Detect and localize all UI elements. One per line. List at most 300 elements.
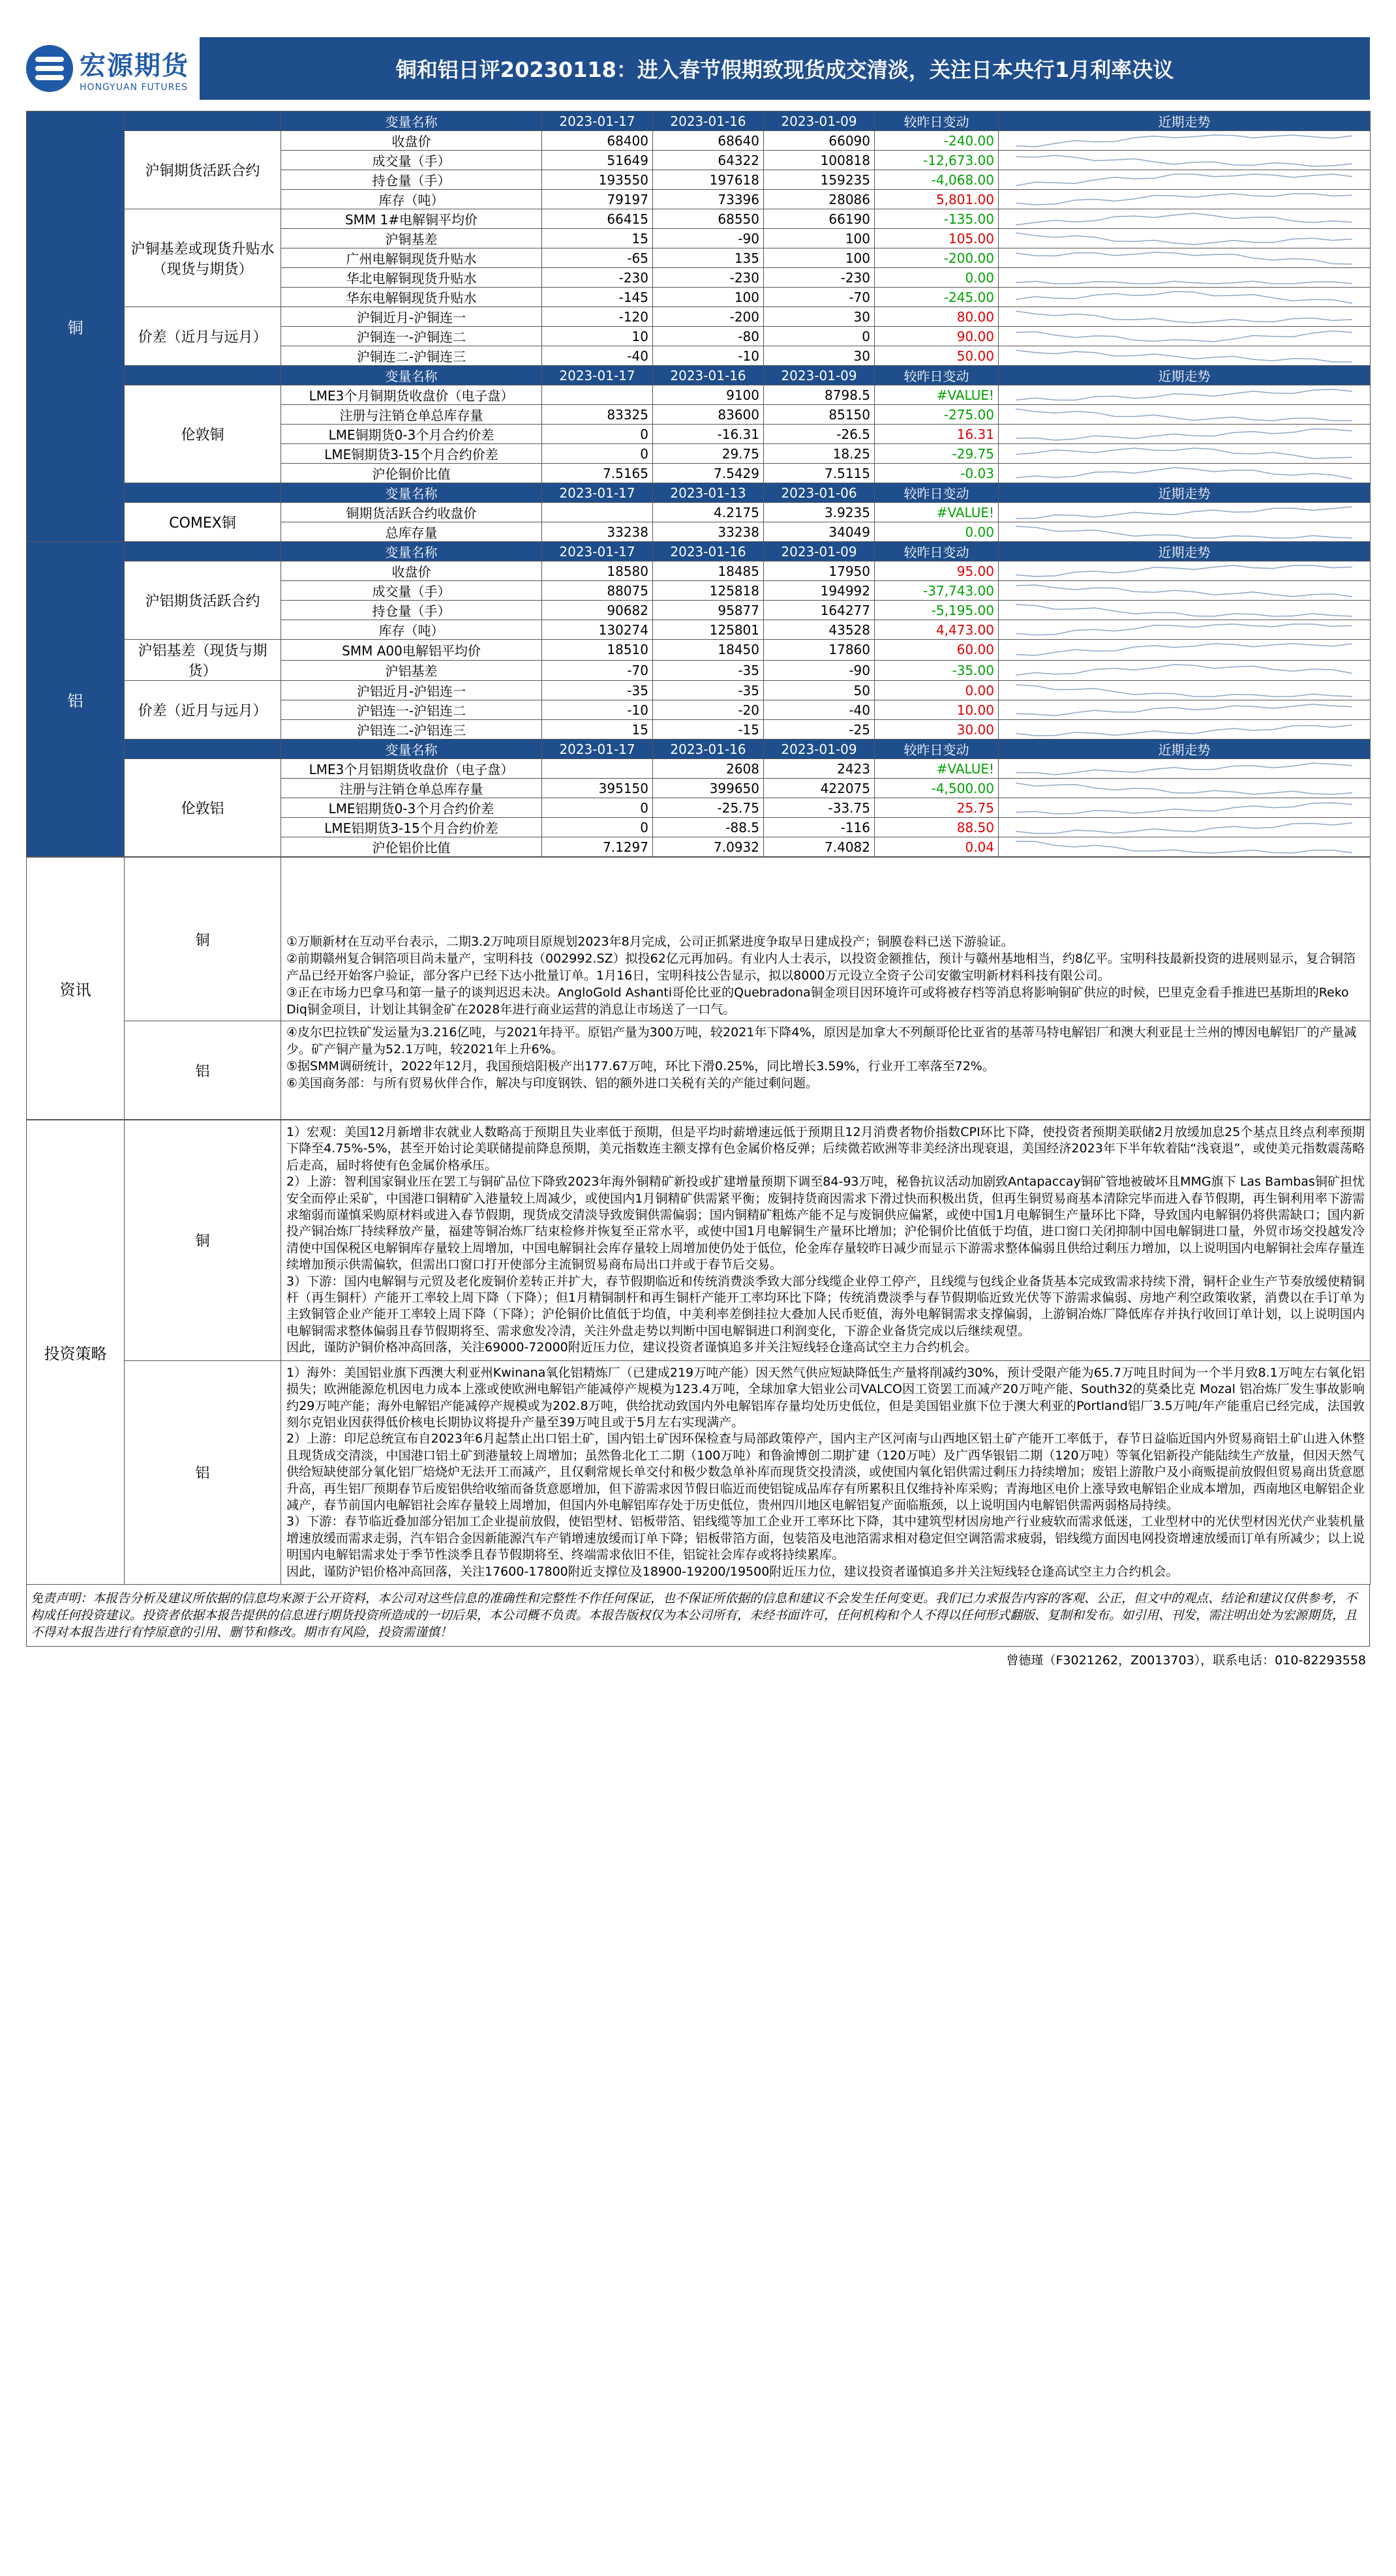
trend-cell	[999, 170, 1371, 190]
sparkline	[1003, 683, 1365, 698]
sparkline-series	[1016, 213, 1352, 225]
value-date-3: 159235	[764, 170, 875, 190]
sparkline	[1003, 232, 1365, 246]
change-value: 95.00	[875, 562, 999, 581]
header-variable-name: 变量名称	[281, 483, 542, 503]
logo-name-cn: 宏源期货	[80, 50, 189, 81]
value-date-1: -10	[542, 700, 653, 720]
value-date-1: -65	[542, 248, 653, 268]
header-col-2: 2023-01-16	[653, 542, 764, 562]
paragraph: 3）下游：春节临近叠加部分铝加工企业提前放假，使铝型材、铝板带箔、铝线缆等加工企业开工率环比下降，其中建筑型材因房地产行业疲软而需求低迷，工业型材中的光伏型材因光伏产业装机量增速放缓而需求走弱，汽车铝合金因新能源汽车产销增速放缓而订单下降；铝板带箔方面，包装箔及电池箔需求相对稳定但空调箔需求疲弱，铝线缆方面因电网投资增速放缓而订单有所减少；以上说明国内电解铝需求处于季节性淡季且春节假期将至、终端需求依旧不佳，铝锭社会库存或将持续累库。	[286, 1514, 1365, 1563]
value-date-1: 0	[542, 444, 653, 464]
change-value: #VALUE!	[875, 385, 999, 405]
value-date-3: -26.5	[764, 425, 875, 444]
value-date-1: 15	[542, 229, 653, 248]
news-label: 资讯	[27, 858, 125, 1120]
change-value: -200.00	[875, 248, 999, 268]
value-date-3: 28086	[764, 190, 875, 209]
header-col-2: 2023-01-13	[653, 483, 764, 503]
sparkline-series	[1016, 624, 1352, 635]
variable-name: 华东电解铜现货升贴水	[281, 288, 542, 307]
sparkline-series	[1016, 526, 1352, 538]
value-date-3: 17950	[764, 562, 875, 581]
strategy-aluminum-text	[281, 1360, 1371, 1584]
value-date-2: 9100	[653, 385, 764, 405]
value-date-1	[542, 503, 653, 522]
table-row	[27, 681, 1371, 700]
value-date-1: 51649	[542, 151, 653, 170]
value-date-1: 7.5165	[542, 464, 653, 483]
sparkline-series	[1016, 783, 1352, 794]
sparkline-series	[1016, 292, 1352, 303]
paragraph: 1）海外：美国铝业旗下西澳大利亚州Kwinana氧化铝精炼厂（已建成219万吨产能）因天然气供应短缺降低生产量将削减约30%，预计受限产能为65.7万吨且时间为一个半月致8.1万吨左右氧化铝损失；欧洲能源危机因电力成本上涨或使欧洲电解铝产能减停产规模为123.4万吨，全球加拿大铝业公司VALCO因工资罢工而减产20万吨产能、South32的莫桑比克 Mozal 铝冶炼厂发生事故影响约29万吨产能；海外电解铝产能减停产规模或为202.8万吨，供给扰动致国内外电解铝库存量均处历史低位，但是美国铝业旗下位于澳大利亚的Portland铝厂3.5万吨/年产能重启已经完成，法国敦刻尔克铝业因获得低价核电长期协议将提升产量至39万吨且或于5月左右实现满产。	[286, 1365, 1365, 1430]
sparkline	[1003, 564, 1365, 578]
change-value: #VALUE!	[875, 759, 999, 779]
sparkline-series	[1016, 565, 1352, 577]
variable-name: 注册与注销仓单总库存量	[281, 405, 542, 425]
change-value: 0.00	[875, 522, 999, 542]
value-date-2: 7.0932	[653, 837, 764, 857]
value-date-3: 100	[764, 229, 875, 248]
change-value: 50.00	[875, 346, 999, 366]
value-date-2: -35	[653, 660, 764, 681]
value-date-3: 100818	[764, 151, 875, 170]
news-aluminum-text	[281, 1021, 1371, 1120]
trend-cell	[999, 151, 1371, 170]
block2-header-blank	[125, 740, 281, 759]
value-date-2: 64322	[653, 151, 764, 170]
value-date-3: -40	[764, 700, 875, 720]
table-row	[27, 209, 1371, 229]
change-value: -135.00	[875, 209, 999, 229]
company-logo	[26, 33, 196, 104]
value-date-1: -35	[542, 681, 653, 700]
header-col-1: 2023-01-17	[542, 483, 653, 503]
header-col-1: 2023-01-17	[542, 112, 653, 131]
value-date-2: 33238	[653, 522, 764, 542]
change-value: -245.00	[875, 288, 999, 307]
block2-group-label: 伦敦铜	[125, 385, 281, 483]
trend-cell	[999, 209, 1371, 229]
strategy-copper-text	[281, 1120, 1371, 1361]
sparkline	[1003, 388, 1365, 402]
value-date-2: 125801	[653, 620, 764, 640]
sparkline-series	[1016, 135, 1352, 147]
sparkline-series	[1016, 409, 1352, 421]
change-value: -275.00	[875, 405, 999, 425]
block2-group-label: 伦敦铝	[125, 759, 281, 857]
table-row	[27, 759, 1371, 779]
variable-name: SMM 1#电解铜平均价	[281, 209, 542, 229]
trend-cell	[999, 620, 1371, 640]
paragraph: ③正在市场力巴拿马和第一量子的谈判迟迟未决。AngloGold Ashanti哥伦比亚的Quebradona铜金项目因环境许可或将被存档等消息将影响铜矿供应的时候，巴里克金看手推进巴基斯坦的Reko Diq铜金项目，计划让其铜金矿在2028年进行商业运营的消息让市场送了一口气。	[286, 985, 1349, 1017]
sparkline	[1003, 329, 1365, 344]
value-date-3: -230	[764, 268, 875, 288]
value-date-2: 18450	[653, 640, 764, 661]
trend-cell	[999, 464, 1371, 483]
strategy-label: 投资策略	[27, 1120, 125, 1585]
value-date-2: -90	[653, 229, 764, 248]
value-date-3: 3.9235	[764, 503, 875, 522]
change-value: 80.00	[875, 307, 999, 327]
sparkline-series	[1016, 448, 1352, 458]
change-value: -29.75	[875, 444, 999, 464]
change-value: -5,195.00	[875, 601, 999, 620]
sparkline-series	[1016, 507, 1352, 518]
change-value: 60.00	[875, 640, 999, 661]
change-value: -37,743.00	[875, 581, 999, 601]
sparkline-series	[1016, 841, 1352, 853]
analyst-contact: 曾德瑾（F3021262，Z0013703），联系电话：010-82293558	[1006, 1653, 1366, 1668]
value-date-2: 7.5429	[653, 464, 764, 483]
value-date-1: 395150	[542, 779, 653, 798]
value-date-3: 17860	[764, 640, 875, 661]
value-date-1: 0	[542, 818, 653, 837]
value-date-2: -15	[653, 720, 764, 740]
sparkline-series	[1016, 665, 1352, 675]
aluminum-section-label: 铝	[27, 542, 125, 857]
sparkline-series	[1016, 468, 1352, 479]
trend-cell	[999, 837, 1371, 857]
change-value: 30.00	[875, 720, 999, 740]
paragraph: 1）宏观：美国12月新增非农就业人数略高于预期且失业率低于预期，但是平均时薪增速远低于预期且12月消费者物价指数CPI环比下降，使投资者预期美联储2月放缓加息25个基点且终点利率预期下降至4.75%-5%，甚至开始讨论美联储提前降息预期，美元指数连主额支撑有色金属价格反弹；后续微若欧洲等非美经济出现衰退，美国经济2023年下半年软着陆“浅衰退”，或使美元指数震荡略后走高，届时将使有色金属价格承压。	[286, 1125, 1365, 1173]
sparkline	[1003, 447, 1365, 461]
value-date-2: 68640	[653, 131, 764, 151]
variable-name: 库存（吨）	[281, 190, 542, 209]
value-date-2: 68550	[653, 209, 764, 229]
strategy-table	[26, 1120, 1371, 1585]
sparkline-series	[1016, 281, 1352, 284]
trend-cell	[999, 131, 1371, 151]
value-date-2: 4.2175	[653, 503, 764, 522]
variable-name: 广州电解铜现货升贴水	[281, 248, 542, 268]
trend-cell	[999, 700, 1371, 720]
sparkline	[1003, 271, 1365, 285]
header-variable-name: 变量名称	[281, 542, 542, 562]
header-col-5: 近期走势	[999, 366, 1371, 385]
change-value: #VALUE!	[875, 503, 999, 522]
variable-name: 华北电解铜现货升贴水	[281, 268, 542, 288]
sparkline	[1003, 173, 1365, 187]
sparkline-series	[1016, 585, 1352, 597]
header-col-5: 近期走势	[999, 483, 1371, 503]
sparkline	[1003, 801, 1365, 815]
variable-name: 沪铝近月-沪铝连一	[281, 681, 542, 700]
change-value: -4,500.00	[875, 779, 999, 798]
paragraph: ②前期赣州复合铜箔项目尚未量产，宝明科技（002992.SZ）拟投62亿元再加码。有业内人士表示，以投资金额推估，预计与赣州基地相当，约8亿平。宝明科技最新投资的进展则显示，复合铜箔产品已经开始客户验证，部分客户已经下达小批量订单。1月16日，宝明科技公告显示，拟以8000万元设立全资子公司安徽宝明新材料科技有限公司。	[286, 951, 1356, 983]
change-value: 90.00	[875, 327, 999, 346]
trend-cell	[999, 562, 1371, 581]
header-col-3: 2023-01-09	[764, 740, 875, 759]
group-label: 价差（近月与远月）	[125, 681, 281, 740]
value-date-1: -230	[542, 268, 653, 288]
value-date-3: -90	[764, 660, 875, 681]
block3-group-label: COMEX铜	[125, 503, 281, 542]
value-date-1: 10	[542, 327, 653, 346]
sparkline	[1003, 134, 1365, 148]
variable-name: 沪铝基差	[281, 660, 542, 681]
sparkline	[1003, 290, 1365, 305]
value-date-3: 422075	[764, 779, 875, 798]
value-date-1: -40	[542, 346, 653, 366]
value-date-2: -16.31	[653, 425, 764, 444]
sparkline	[1003, 408, 1365, 422]
value-date-1: 66415	[542, 209, 653, 229]
value-date-3: 66190	[764, 209, 875, 229]
value-date-2: 197618	[653, 170, 764, 190]
value-date-1: 83325	[542, 405, 653, 425]
table-row	[27, 503, 1371, 522]
value-date-2: 73396	[653, 190, 764, 209]
value-date-2: -25.75	[653, 798, 764, 818]
value-date-1: 0	[542, 798, 653, 818]
value-date-2: 125818	[653, 581, 764, 601]
value-date-2: -35	[653, 681, 764, 700]
value-date-2: -10	[653, 346, 764, 366]
trend-cell	[999, 660, 1371, 681]
trend-cell	[999, 346, 1371, 366]
value-date-3: 100	[764, 248, 875, 268]
change-value: 5,801.00	[875, 190, 999, 209]
sparkline-series	[1016, 803, 1352, 814]
sparkline	[1003, 603, 1365, 618]
change-value: -240.00	[875, 131, 999, 151]
sparkline	[1003, 153, 1365, 168]
sparkline-series	[1016, 155, 1352, 166]
paragraph: ①万顺新材在互动平台表示，二期3.2万吨项目原规划2023年8月完成，公司正抓紧进度争取早日建成投产；铜膜卷料已送下游验证。	[286, 935, 1014, 949]
value-date-3: 66090	[764, 131, 875, 151]
change-value: 0.04	[875, 837, 999, 857]
sparkline	[1003, 584, 1365, 598]
value-date-2: 83600	[653, 405, 764, 425]
change-value: -0.03	[875, 464, 999, 483]
sparkline	[1003, 349, 1365, 363]
group-label: 沪铝基差（现货与期货）	[125, 640, 281, 681]
value-date-2: 399650	[653, 779, 764, 798]
change-value: 25.75	[875, 798, 999, 818]
value-date-2: 100	[653, 288, 764, 307]
value-date-1: -120	[542, 307, 653, 327]
value-date-2: -230	[653, 268, 764, 288]
value-date-1: 0	[542, 425, 653, 444]
variable-name: LME3个月铜期货收盘价（电子盘）	[281, 385, 542, 405]
value-date-3: 43528	[764, 620, 875, 640]
trend-cell	[999, 229, 1371, 248]
sparkline-series	[1016, 704, 1352, 715]
paragraph: ⑤据SMM调研统计，2022年12月，我国预焙阳极产出177.67万吨，环比下滑0.25%，同比增长3.59%，行业开工率落至72%。	[286, 1059, 995, 1073]
trend-cell	[999, 798, 1371, 818]
value-date-3: 34049	[764, 522, 875, 542]
sparkline-series	[1016, 763, 1352, 775]
group-label: 沪铜基差或现货升贴水（现货与期货）	[125, 209, 281, 307]
value-date-3: 30	[764, 346, 875, 366]
header-variable-name: 变量名称	[281, 112, 542, 131]
value-date-3: -116	[764, 818, 875, 837]
value-date-2: -88.5	[653, 818, 764, 837]
change-value: -12,673.00	[875, 151, 999, 170]
news-table	[26, 857, 1371, 1120]
value-date-2: 95877	[653, 601, 764, 620]
sparkline	[1003, 663, 1365, 678]
group-label: 价差（近月与远月）	[125, 307, 281, 366]
report-header	[26, 26, 1370, 111]
value-date-3: 164277	[764, 601, 875, 620]
value-date-2: 135	[653, 248, 764, 268]
change-value: 105.00	[875, 229, 999, 248]
sparkline	[1003, 840, 1365, 854]
header-col-4: 较昨日变动	[875, 740, 999, 759]
sparkline-series	[1016, 644, 1352, 655]
sparkline	[1003, 762, 1365, 776]
variable-name: 收盘价	[281, 131, 542, 151]
sparkline	[1003, 466, 1365, 481]
value-date-2: -200	[653, 307, 764, 327]
copper-section-label: 铜	[27, 112, 125, 542]
group-label: 沪铝期货活跃合约	[125, 562, 281, 640]
sparkline-series	[1016, 685, 1352, 696]
sparkline	[1003, 525, 1365, 539]
trend-cell	[999, 327, 1371, 346]
trend-cell	[999, 779, 1371, 798]
header-col-2: 2023-01-16	[653, 740, 764, 759]
table-header-row	[27, 112, 1371, 131]
variable-name: 总库存量	[281, 522, 542, 542]
value-date-1: 79197	[542, 190, 653, 209]
sparkline	[1003, 192, 1365, 207]
value-date-3: -25	[764, 720, 875, 740]
value-date-3: 7.4082	[764, 837, 875, 857]
variable-name: 沪铝连二-沪铝连三	[281, 720, 542, 740]
table-row	[27, 640, 1371, 661]
variable-name: LME3个月铝期货收盘价（电子盘）	[281, 759, 542, 779]
variable-name: 收盘价	[281, 562, 542, 581]
value-date-1	[542, 385, 653, 405]
sparkline	[1003, 642, 1365, 657]
logo-icon	[26, 45, 73, 92]
header-col-2: 2023-01-16	[653, 112, 764, 131]
report-page	[26, 26, 1370, 1672]
sparkline	[1003, 505, 1365, 520]
value-date-3: 8798.5	[764, 385, 875, 405]
header-col-3: 2023-01-06	[764, 483, 875, 503]
value-date-1: 15	[542, 720, 653, 740]
header-col-2: 2023-01-16	[653, 366, 764, 385]
header-col-5: 近期走势	[999, 740, 1371, 759]
trend-cell	[999, 385, 1371, 405]
sparkline-series	[1016, 233, 1352, 245]
value-date-1: -145	[542, 288, 653, 307]
sparkline-series	[1016, 252, 1352, 264]
table-header-row	[27, 483, 1371, 503]
value-date-1	[542, 759, 653, 779]
table-row	[27, 562, 1371, 581]
trend-cell	[999, 307, 1371, 327]
block2-header-blank	[125, 366, 281, 385]
paragraph: 2）上游：印尼总统宣布自2023年6月起禁止出口铝土矿，国内铝土矿因环保检查与局部政策停产，国内主产区河南与山西地区铝土矿产能开工率低于，春节日益临近国内外贸易商铝土矿山进入休整且现货成交清淡，中国港口铝土矿到港量较上周增加；虽然鲁北化工二期（100万吨）和鲁渝博创二期扩建（120万吨）及广西华银铝二期（120万吨）等氧化铝新投产能陆续生产放量，但因天然气供给短缺使部分氧化铝厂焙烧炉无法开工而减产，且仅剩常规长单交付和极少数急单补库而现货交投清淡，或使国内氧化铝供需过剩压力持续增加；废铝上游散户及小商贩提前放假但贸易商出货意愿升高，再生铝厂预期春节后废铝供给收缩而备货意愿增加，但下游需求因节假日临近而使铝锭成品库存有所累积且仅维持补库采购；青海地区电价上涨导致电解铝企业成本增加，西南地区电解铝企业减产，春节前国内电解铝社会库存量较上周增加，但国内外电解铝库存处于历史低位，贵州四川地区电解铝复产面临瓶颈，以上说明国内电解铝供需两弱格局持续。	[286, 1431, 1365, 1512]
variable-name: 沪伦铜价比值	[281, 464, 542, 483]
variable-name: LME铝期货3-15个月合约价差	[281, 818, 542, 837]
disclaimer: 免责声明：本报告分析及建议所依据的信息均来源于公开资料，本公司对这些信息的准确性和完整性不作任何保证，也不保证所依据的信息和建议不会发生任何变更。我们已力求报告内容的客观、公正，但文中的观点、结论和建议仅供参考，不构成任何投资建议。投资者依据本报告提供的信息进行期货投资所造成的一切后果，本公司概不负责。本报告版权仅为本公司所有，未经书面许可，任何机构和个人不得以任何形式翻版、复制和发布。如引用、刊发，需注明出处为宏源期货，且不得对本报告进行有悖原意的引用、删节和修改。期市有风险，投资需谨慎！	[26, 1585, 1370, 1647]
table-row	[27, 385, 1371, 405]
change-value: 0.00	[875, 681, 999, 700]
variable-name: 注册与注销仓单总库存量	[281, 779, 542, 798]
variable-name: 持仓量（手）	[281, 601, 542, 620]
report-title: 铜和铝日评20230118：进入春节假期致现货成交清淡，关注日本央行1月利率决议	[200, 37, 1370, 100]
header-blank	[125, 112, 281, 131]
sparkline	[1003, 723, 1365, 737]
sparkline-series	[1016, 331, 1352, 342]
paragraph: ④皮尔巴拉铁矿发运量为3.216亿吨，与2021年持平。原铝产量为300万吨，较2021年下降4%，原因是加拿大不列颠哥伦比亚省的基蒂马特电解铝厂和澳大利亚昆士兰州的博因电解铝厂的产量减少。矿产铜产量为52.1万吨，较2021年上升6%。	[286, 1025, 1357, 1056]
trend-cell	[999, 248, 1371, 268]
table-header-row	[27, 542, 1371, 562]
value-date-1: 18510	[542, 640, 653, 661]
header-col-4: 较昨日变动	[875, 542, 999, 562]
news-copper-label: 铜	[125, 858, 281, 1021]
header-col-3: 2023-01-09	[764, 112, 875, 131]
news-aluminum-label: 铝	[125, 1021, 281, 1120]
paragraph: 3）下游：国内电解铜与元贸及老化废铜价差转正并扩大，春节假期临近和传统消费淡季致大部分线缆企业停工停产，且线缆与包线企业备货基本完成致需求持续下滑，铜杆企业生产节奏放缓使精铜杆（再生铜杆）产能开工率较上周下降（下降）；但1月精铜制杆和再生铜杆产能开工率均环比下降；传统消费淡季与春节假期临近致光伏等下游需求偏弱、房地产利空政策收紧，消费以在手订单为主致铜管企业产能开工率较上周下降（下降）；沪伦铜价比值低于均值，中美利率差倒挂拉大叠加人民币贬值，海外电解铜需求支撑偏弱，上游铜冶炼厂降低库存并执行收回订单计划，以上说明国内电解铜需求整体偏弱且春节假期将至、需求愈发冷清，关注外盘走势以判断中国电解铜进口利润变化，下游企业备货完成以后继续观望。	[286, 1274, 1365, 1338]
news-copper-text	[281, 858, 1371, 1021]
trend-cell	[999, 288, 1371, 307]
variable-name: 沪伦铝价比值	[281, 837, 542, 857]
header-col-5: 近期走势	[999, 542, 1371, 562]
change-value: 0.00	[875, 268, 999, 288]
header-col-4: 较昨日变动	[875, 366, 999, 385]
value-date-3: -33.75	[764, 798, 875, 818]
table-header-row	[27, 740, 1371, 759]
value-date-1: 90682	[542, 601, 653, 620]
paragraph: 2）上游：智利国家铜业压在罢工与铜矿品位下降致2023年海外铜精矿新投或扩建增量预期下调至84-93万吨，秘鲁抗议活动加剧致Antapaccay铜矿管地被破坏且MMG旗下 Las Bambas铜矿担忧安全而停止采矿，中国港口铜精矿入港量较上周减少，或使国内1月铜精矿供需紧平衡；废铜持货商因需求下滑过快而积极出货，但再生铜贸易商基本清除完毕而进入春节假期，再生铜利用率下游需求缩弱而谨慎采购原材料或进入春节假期，现货成交清淡导致废铜供需偏弱；国内铜精矿粗炼产能不足与废铜供应偏紧，或使中国1月电解铜生产量环比下降，导致国内电解铜仍将供需缺口；国内新投产铜冶炼厂持续释放产量，福建等铜冶炼厂结束检修并恢复至正常水平，或使中国1月电解铜生产量环比增加；沪伦铜价比值低于均值，进口窗口关闭抑制中国电解铜进口量，外贸市场交投越发冷清使中国保税区电解铜库存量较上周增加，中国电解铜社会库存量较上周增加使仍处于低位，伦金库存量较昨日减少而显示下游需求整体偏弱且供给过剩压力增加，以上说明国内电解铜社会库存量连续增加预示供需偏软，但需出口窗口打开使部分主流铜贸易商布局出口并或于春节后交易。	[286, 1175, 1365, 1272]
paragraph: ⑥美国商务部：与所有贸易伙伴合作，解决与印度钢铁、铝的额外进口关税有关的产能过剩问题。	[286, 1076, 819, 1090]
sparkline-series	[1016, 428, 1352, 440]
trend-cell	[999, 681, 1371, 700]
variable-name: 库存（吨）	[281, 620, 542, 640]
header-col-5: 近期走势	[999, 112, 1371, 131]
logo-name-en: HONGYUAN FUTURES	[80, 82, 189, 93]
block3-header-blank	[125, 483, 281, 503]
trend-cell	[999, 720, 1371, 740]
sparkline	[1003, 251, 1365, 265]
sparkline-series	[1016, 174, 1352, 186]
header-col-1: 2023-01-17	[542, 740, 653, 759]
header-col-1: 2023-01-17	[542, 366, 653, 385]
change-value: 16.31	[875, 425, 999, 444]
value-date-1: 7.1297	[542, 837, 653, 857]
value-date-3: 2423	[764, 759, 875, 779]
sparkline	[1003, 310, 1365, 324]
sparkline-series	[1016, 725, 1352, 735]
header-blank	[125, 542, 281, 562]
value-date-2: 2608	[653, 759, 764, 779]
variable-name: 沪铜基差	[281, 229, 542, 248]
change-value: 88.50	[875, 818, 999, 837]
value-date-3: 194992	[764, 581, 875, 601]
header-col-4: 较昨日变动	[875, 483, 999, 503]
value-date-1: 130274	[542, 620, 653, 640]
trend-cell	[999, 581, 1371, 601]
sparkline	[1003, 820, 1365, 835]
paragraph: 因此，谨防沪铜价格冲高回落，关注69000-72000附近压力位，建议投资者谨慎追多并关注短线轻仓逢高试空主力合约机会。	[286, 1340, 977, 1355]
variable-name: 沪铜近月-沪铜连一	[281, 307, 542, 327]
data-table	[26, 111, 1371, 857]
sparkline-series	[1016, 194, 1352, 205]
value-date-3: 30	[764, 307, 875, 327]
header-variable-name: 变量名称	[281, 740, 542, 759]
sparkline-series	[1016, 311, 1352, 323]
variable-name: 持仓量（手）	[281, 170, 542, 190]
value-date-2: -20	[653, 700, 764, 720]
value-date-3: 50	[764, 681, 875, 700]
